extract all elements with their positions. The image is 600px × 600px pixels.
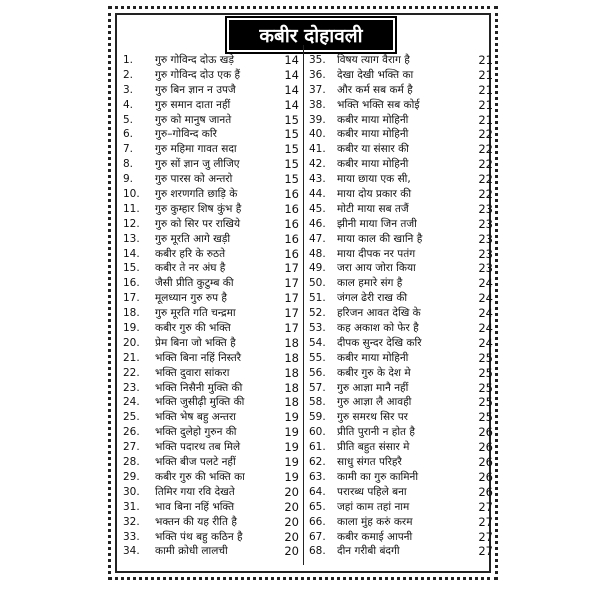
entry-number: 58. xyxy=(309,396,326,409)
entry-title: जहां काम तहां नाम xyxy=(337,500,410,513)
entry-title: कामी का गुरु कामिनी xyxy=(337,470,419,483)
page-title: कबीर दोहावली xyxy=(229,20,393,50)
entry-page-number: 20 xyxy=(284,484,299,499)
contents-entry xyxy=(123,425,301,440)
entry-title: कबीर गुरु की भक्ति xyxy=(155,322,231,335)
entry-number: 49. xyxy=(309,262,326,275)
entry-page-number: 27 xyxy=(478,544,493,559)
entry-number: 27. xyxy=(123,441,140,454)
entry-page-number: 15 xyxy=(284,157,299,172)
contents-entry xyxy=(123,261,301,276)
contents-entry xyxy=(123,455,301,470)
entry-title: गुरु समरथ सिर पर xyxy=(337,411,408,424)
contents-entry xyxy=(123,68,301,83)
entry-page-number: 15 xyxy=(284,127,299,142)
contents-entry xyxy=(123,321,301,336)
entry-title: कबीर गुरु के देश मे xyxy=(337,366,411,379)
entry-page-number: 15 xyxy=(284,112,299,127)
entry-page-number: 17 xyxy=(284,291,299,306)
entry-title: गुरु सों ज्ञान जु लीजिए xyxy=(155,158,240,171)
entry-number: 41. xyxy=(309,143,326,156)
entry-number: 57. xyxy=(309,381,326,394)
entry-number: 7. xyxy=(123,143,134,156)
entry-number: 15. xyxy=(123,262,140,275)
entry-title: भक्तन की यह रीति है xyxy=(155,515,237,528)
entry-title: प्रीति बहुत संसार मे xyxy=(337,441,410,454)
entry-page-number: 16 xyxy=(284,187,299,202)
entry-title: माया छाया एक सी, xyxy=(337,173,411,186)
entry-title: कह अकाश को फेर है xyxy=(337,322,419,335)
entry-title: भक्ति पंथ बहु कठिन है xyxy=(155,530,243,543)
entry-title: गुरु शरणगति छाड़ि के xyxy=(155,188,238,201)
contents-entry xyxy=(309,68,495,83)
entry-number: 44. xyxy=(309,188,326,201)
entry-page-number: 24 xyxy=(478,291,493,306)
entry-number: 60. xyxy=(309,426,326,439)
entry-title: परारब्ध पहिले बना xyxy=(337,485,407,498)
entry-title: गुरु बिन ज्ञान न उपजै xyxy=(155,83,236,96)
entry-page-number: 19 xyxy=(284,440,299,455)
entry-title: प्रेम बिना जो भक्ति है xyxy=(155,336,236,349)
entry-number: 32. xyxy=(123,515,140,528)
entry-number: 1. xyxy=(123,54,134,66)
entry-page-number: 27 xyxy=(478,499,493,514)
contents-entry xyxy=(309,470,495,485)
entry-number: 52. xyxy=(309,307,326,320)
entry-number: 30. xyxy=(123,485,140,498)
entry-number: 40. xyxy=(309,128,326,141)
entry-number: 31. xyxy=(123,500,140,513)
entry-title: झीनी माया जिन तजी xyxy=(337,217,417,230)
entry-number: 42. xyxy=(309,158,326,171)
entry-page-number: 19 xyxy=(284,425,299,440)
contents-entry xyxy=(309,336,495,351)
entry-page-number: 24 xyxy=(478,306,493,321)
contents-entry xyxy=(309,530,495,545)
entry-number: 55. xyxy=(309,351,326,364)
contents-entry xyxy=(309,500,495,515)
entry-title: कबीर माया मोहिनी xyxy=(337,113,409,126)
entry-number: 21. xyxy=(123,351,140,364)
entry-number: 10. xyxy=(123,188,140,201)
entry-title: गुरु समान दाता नहीं xyxy=(155,98,231,111)
entry-title: कामी क्रोधी लालची xyxy=(155,545,228,558)
contents-entry xyxy=(123,187,301,202)
entry-page-number: 22 xyxy=(478,142,493,157)
contents-entry xyxy=(309,276,495,291)
contents-entry xyxy=(123,232,301,247)
contents-entry xyxy=(309,113,495,128)
contents-entry xyxy=(123,306,301,321)
entry-number: 63. xyxy=(309,470,326,483)
entry-number: 62. xyxy=(309,456,326,469)
contents-entry xyxy=(309,366,495,381)
contents-entry xyxy=(309,395,495,410)
entry-page-number: 23 xyxy=(478,261,493,276)
entry-page-number: 25 xyxy=(478,380,493,395)
entry-page-number: 17 xyxy=(284,276,299,291)
entry-title: गुरु मूरति गति चन्द्रमा xyxy=(155,307,236,320)
entry-title: काल हमारे संग है xyxy=(337,277,403,290)
entry-page-number: 20 xyxy=(284,544,299,559)
entry-page-number: 18 xyxy=(284,365,299,380)
entry-number: 2. xyxy=(123,68,134,81)
entry-title: दीपक सुन्दर देखि करि xyxy=(337,336,422,349)
contents-column-left xyxy=(123,53,301,559)
entry-title: कबीर हरि के रुठते xyxy=(155,247,226,260)
entry-page-number: 19 xyxy=(284,455,299,470)
entry-number: 36. xyxy=(309,68,326,81)
entry-number: 39. xyxy=(309,113,326,126)
entry-title: भक्ति दुवारा सांकरा xyxy=(155,366,230,379)
entry-title: भक्ति जुसीढ़ी मुक्ति की xyxy=(155,396,245,409)
contents-entry xyxy=(309,83,495,98)
entry-title: माया दीपक नर पतंग xyxy=(337,247,416,260)
entry-number: 33. xyxy=(123,530,140,543)
column-divider xyxy=(303,45,304,565)
contents-entry xyxy=(123,98,301,113)
contents-entry xyxy=(309,425,495,440)
entry-page-number: 26 xyxy=(478,425,493,440)
contents-entry xyxy=(123,172,301,187)
entry-number: 54. xyxy=(309,336,326,349)
entry-page-number: 25 xyxy=(478,350,493,365)
entry-page-number: 23 xyxy=(478,231,493,246)
entry-title: गुरु आज्ञा लै आवही xyxy=(337,396,412,409)
entry-page-number: 19 xyxy=(284,410,299,425)
entry-number: 28. xyxy=(123,456,140,469)
entry-page-number: 24 xyxy=(478,276,493,291)
contents-entry xyxy=(309,202,495,217)
entry-page-number: 16 xyxy=(284,231,299,246)
entry-page-number: 20 xyxy=(284,499,299,514)
contents-entry xyxy=(309,440,495,455)
entry-page-number: 23 xyxy=(478,201,493,216)
entry-title: कबीर माया मोहिनी xyxy=(337,128,409,141)
contents-entry xyxy=(123,440,301,455)
entry-title: काला मुंह करुं करम xyxy=(337,515,413,528)
page-frame xyxy=(115,13,491,573)
contents-entry xyxy=(309,291,495,306)
entry-page-number: 14 xyxy=(284,82,299,97)
contents-entry xyxy=(309,53,495,68)
contents-entry xyxy=(309,306,495,321)
entry-page-number: 18 xyxy=(284,350,299,365)
entry-page-number: 27 xyxy=(478,529,493,544)
entry-title: साधु संगत परिहरै xyxy=(337,456,402,469)
entry-page-number: 25 xyxy=(478,395,493,410)
contents-entry xyxy=(309,127,495,142)
entry-title: जरा आय जोरा किया xyxy=(337,262,416,275)
entry-title: गुरु मूरति आगे खड़ी xyxy=(155,232,231,245)
entry-number: 25. xyxy=(123,411,140,424)
entry-title: विषय त्याग वैराग है xyxy=(337,54,410,66)
entry-number: 4. xyxy=(123,98,134,111)
entry-number: 53. xyxy=(309,322,326,335)
entry-number: 6. xyxy=(123,128,134,141)
entry-page-number: 14 xyxy=(284,67,299,82)
entry-title: हरिजन आवत देखि के xyxy=(337,307,421,320)
entry-title: कबीर माया मोहिनी xyxy=(337,158,409,171)
entry-number: 47. xyxy=(309,232,326,245)
entry-number: 3. xyxy=(123,83,134,96)
entry-number: 24. xyxy=(123,396,140,409)
contents-entry xyxy=(123,113,301,128)
contents-entry xyxy=(309,455,495,470)
entry-page-number: 22 xyxy=(478,157,493,172)
entry-number: 45. xyxy=(309,202,326,215)
entry-title: भाव बिना नहिं भक्ति xyxy=(155,500,235,513)
entry-number: 67. xyxy=(309,530,326,543)
entry-number: 35. xyxy=(309,54,326,66)
contents-entry xyxy=(123,544,301,559)
entry-title: मोटी माया सब तजैं xyxy=(337,202,409,215)
entry-title: कबीर कमाई आपनी xyxy=(337,530,413,543)
entry-number: 8. xyxy=(123,158,134,171)
entry-page-number: 19 xyxy=(284,469,299,484)
contents-entry xyxy=(123,53,301,68)
contents-entry xyxy=(309,217,495,232)
entry-page-number: 21 xyxy=(478,67,493,82)
entry-number: 20. xyxy=(123,336,140,349)
entry-number: 65. xyxy=(309,500,326,513)
entry-number: 59. xyxy=(309,411,326,424)
contents-entry xyxy=(309,351,495,366)
entry-page-number: 25 xyxy=(478,365,493,380)
entry-title: गुरु गोविन्द दोऊ खड़े xyxy=(155,54,234,66)
entry-page-number: 26 xyxy=(478,484,493,499)
entry-page-number: 26 xyxy=(478,469,493,484)
entry-page-number: 23 xyxy=(478,246,493,261)
contents-entry xyxy=(309,410,495,425)
contents-entry xyxy=(123,157,301,172)
entry-number: 56. xyxy=(309,366,326,379)
contents-entry xyxy=(123,142,301,157)
contents-entry xyxy=(123,202,301,217)
entry-number: 66. xyxy=(309,515,326,528)
contents-entry xyxy=(123,381,301,396)
entry-page-number: 27 xyxy=(478,514,493,529)
entry-title: गुरु गोविन्द दोउ एक हैं xyxy=(155,68,241,81)
entry-number: 34. xyxy=(123,545,140,558)
contents-entry xyxy=(309,98,495,113)
entry-number: 12. xyxy=(123,217,140,230)
entry-title: मूलध्यान गुरु रुप है xyxy=(155,292,228,305)
contents-entry xyxy=(123,366,301,381)
entry-number: 19. xyxy=(123,322,140,335)
entry-number: 11. xyxy=(123,202,140,215)
entry-page-number: 26 xyxy=(478,440,493,455)
entry-page-number: 18 xyxy=(284,380,299,395)
contents-entry xyxy=(123,515,301,530)
entry-page-number: 16 xyxy=(284,216,299,231)
entry-number: 13. xyxy=(123,232,140,245)
entry-page-number: 24 xyxy=(478,321,493,336)
entry-page-number: 24 xyxy=(478,335,493,350)
entry-page-number: 25 xyxy=(478,410,493,425)
entry-page-number: 18 xyxy=(284,335,299,350)
contents-entry xyxy=(123,395,301,410)
entry-page-number: 15 xyxy=(284,142,299,157)
entry-number: 23. xyxy=(123,381,140,394)
entry-title: दीन गरीबी बंदगी xyxy=(337,545,400,558)
contents-entry xyxy=(309,247,495,262)
contents-entry xyxy=(309,544,495,559)
entry-title: जंगल ढेरी राख की xyxy=(337,292,408,305)
entry-page-number: 17 xyxy=(284,321,299,336)
entry-page-number: 21 xyxy=(478,82,493,97)
entry-title: प्रीति पुरानी न होत है xyxy=(337,426,415,439)
entry-number: 29. xyxy=(123,470,140,483)
entry-title: भक्ति भेष बहु अन्तरा xyxy=(155,411,237,424)
entry-number: 18. xyxy=(123,307,140,320)
contents-entry xyxy=(123,351,301,366)
entry-page-number: 21 xyxy=(478,53,493,67)
contents-entry xyxy=(123,276,301,291)
contents-entry xyxy=(309,172,495,187)
contents-entry xyxy=(123,530,301,545)
contents-entry xyxy=(123,127,301,142)
entry-number: 46. xyxy=(309,217,326,230)
entry-page-number: 26 xyxy=(478,455,493,470)
entry-page-number: 15 xyxy=(284,172,299,187)
entry-title: और कर्म सब कर्म है xyxy=(337,83,413,96)
entry-title: गुरु–गोविन्द करि xyxy=(155,128,217,141)
contents-entry xyxy=(309,515,495,530)
contents-entry xyxy=(123,470,301,485)
entry-page-number: 22 xyxy=(478,127,493,142)
entry-number: 64. xyxy=(309,485,326,498)
entry-title: जैसी प्रीति कुटुम्ब की xyxy=(155,277,234,290)
entry-number: 48. xyxy=(309,247,326,260)
contents-entry xyxy=(309,187,495,202)
contents-entry xyxy=(123,217,301,232)
entry-title: भक्ति निसैनी मुक्ति की xyxy=(155,381,243,394)
entry-number: 9. xyxy=(123,173,134,186)
contents-entry xyxy=(309,157,495,172)
contents-column-right xyxy=(309,53,495,559)
entry-title: देखा देखी भक्ति का xyxy=(337,68,414,81)
contents-entry xyxy=(309,232,495,247)
entry-title: गुरु आज्ञा मानै नहीं xyxy=(337,381,409,394)
entry-page-number: 16 xyxy=(284,246,299,261)
contents-entry xyxy=(309,261,495,276)
entry-number: 26. xyxy=(123,426,140,439)
entry-title: गुरु को मानुष जानते xyxy=(155,113,232,126)
entry-title: कबीर ते नर अंघ है xyxy=(155,262,226,275)
entry-title: भक्ति दुलेहो गुरुन की xyxy=(155,426,237,439)
entry-number: 50. xyxy=(309,277,326,290)
entry-title: माया काल की खानि है xyxy=(337,232,423,245)
entry-title: भक्ति भक्ति सब कोई xyxy=(337,98,420,111)
entry-number: 61. xyxy=(309,441,326,454)
entry-title: कबीर या संसार की xyxy=(337,143,409,156)
entry-number: 16. xyxy=(123,277,140,290)
contents-entry xyxy=(123,485,301,500)
entry-title: गुरु पारस को अन्तरो xyxy=(155,173,233,186)
entry-page-number: 21 xyxy=(478,97,493,112)
entry-number: 37. xyxy=(309,83,326,96)
contents-entry xyxy=(123,500,301,515)
entry-title: कबीर गुरु की भक्ति का xyxy=(155,470,245,483)
entry-page-number: 23 xyxy=(478,216,493,231)
entry-page-number: 20 xyxy=(284,529,299,544)
entry-number: 68. xyxy=(309,545,326,558)
entry-page-number: 14 xyxy=(284,97,299,112)
entry-number: 38. xyxy=(309,98,326,111)
contents-entry xyxy=(309,321,495,336)
entry-title: भक्ति बिना नहिं निस्तरै xyxy=(155,351,242,364)
contents-entry xyxy=(123,336,301,351)
entry-page-number: 16 xyxy=(284,201,299,216)
entry-title: तिमिर गया रवि देखते xyxy=(155,485,235,498)
contents-entry xyxy=(309,142,495,157)
contents-entry xyxy=(123,291,301,306)
entry-title: माया दोय प्रकार की xyxy=(337,188,412,201)
entry-number: 14. xyxy=(123,247,140,260)
entry-page-number: 22 xyxy=(478,172,493,187)
entry-page-number: 18 xyxy=(284,395,299,410)
entry-number: 5. xyxy=(123,113,134,126)
entry-number: 17. xyxy=(123,292,140,305)
entry-title: भक्ति पदारथ तब मिले xyxy=(155,441,241,454)
contents-entry xyxy=(309,381,495,396)
entry-number: 22. xyxy=(123,366,140,379)
entry-number: 43. xyxy=(309,173,326,186)
entry-title: गुरु महिमा गावत सदा xyxy=(155,143,237,156)
entry-page-number: 22 xyxy=(478,187,493,202)
entry-page-number: 17 xyxy=(284,306,299,321)
entry-page-number: 17 xyxy=(284,261,299,276)
entry-title: भक्ति बीज पलटे नहीं xyxy=(155,456,236,469)
contents-entry xyxy=(123,83,301,98)
entry-title: गुरु कुम्हार शिष कुंभ है xyxy=(155,202,242,215)
contents-entry xyxy=(123,410,301,425)
contents-page xyxy=(108,6,498,580)
entry-page-number: 14 xyxy=(284,53,299,67)
entry-page-number: 21 xyxy=(478,112,493,127)
contents-entry xyxy=(309,485,495,500)
entry-number: 51. xyxy=(309,292,326,305)
entry-title: गुरु को सिर पर राखिये xyxy=(155,217,241,230)
entry-page-number: 20 xyxy=(284,514,299,529)
entry-title: कबीर माया मोहिनी xyxy=(337,351,409,364)
contents-entry xyxy=(123,247,301,262)
